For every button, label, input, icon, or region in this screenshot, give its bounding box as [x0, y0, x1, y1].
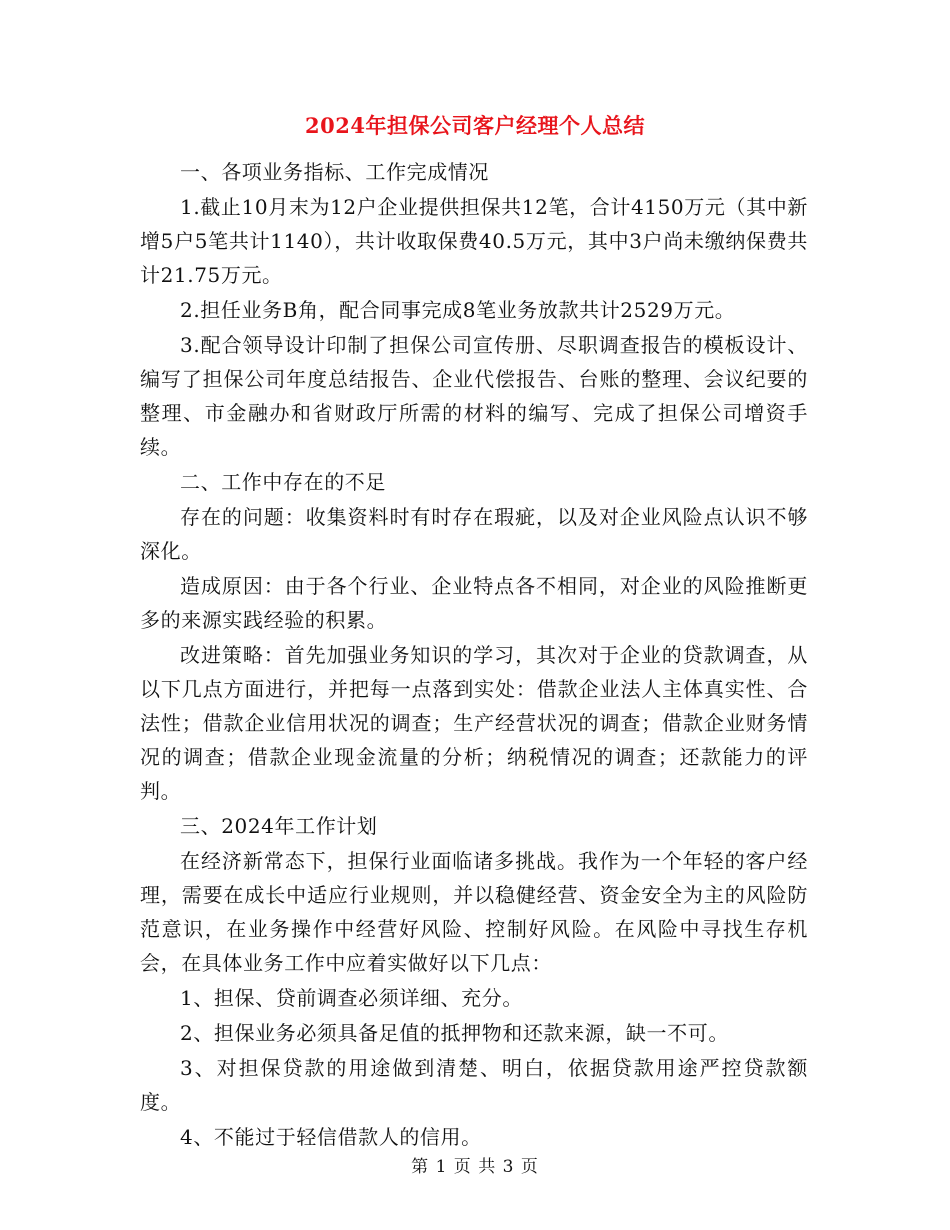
paragraph-item-1: 1.截止10月末为12户企业提供担保共12笔，合计4150万元（其中新增5户5笔共计1140），共计收取保费40.5万元，其中3户尚未缴纳保费共计21.75万元。 — [140, 195, 808, 287]
plan-item-3: 3、对担保贷款的用途做到清楚、明白，依据贷款用途严控贷款额度。 — [140, 1056, 808, 1114]
section-heading-2: 二、工作中存在的不足 — [180, 470, 386, 494]
section-heading-1: 一、各项业务指标、工作完成情况 — [180, 160, 489, 184]
paragraph-causes: 造成原因：由于各个行业、企业特点各不相同，对企业的风险推断更多的来源实践经验的积累。 — [140, 574, 808, 632]
section-heading-3: 三、2024年工作计划 — [180, 814, 378, 838]
paragraph-plan-intro: 在经济新常态下，担保行业面临诸多挑战。我作为一个年轻的客户经理，需要在成长中适应行业规则，并以稳健经营、资金安全为主的风险防范意识，在业务操作中经营好风险、控制好风险。在风险中寻找生存机会，在具体业务工作中应着实做好以下几点： — [140, 849, 808, 975]
paragraph-item-2: 2.担任业务B角，配合同事完成8笔业务放款共计2529万元。 — [180, 298, 736, 322]
document-title: 2024年担保公司客户经理个人总结 — [305, 113, 645, 138]
paragraph-problems: 存在的问题：收集资料时有时存在瑕疵，以及对企业风险点认识不够深化。 — [140, 505, 808, 563]
page-footer: 第 1 页 共 3 页 — [411, 1157, 539, 1177]
paragraph-item-3: 3.配合领导设计印制了担保公司宣传册、尽职调查报告的模板设计、编写了担保公司年度总结报告、企业代偿报告、台账的整理、会议纪要的整理、市金融办和省财政厅所需的材料的编写、完成了担保公司增资手续。 — [140, 333, 808, 459]
plan-item-2: 2、担保业务必须具备足值的抵押物和还款来源，缺一不可。 — [180, 1021, 729, 1045]
plan-item-4: 4、不能过于轻信借款人的信用。 — [180, 1125, 482, 1149]
paragraph-improvements: 改进策略：首先加强业务知识的学习，其次对于企业的贷款调查，从以下几点方面进行，并把每一点落到实处：借款企业法人主体真实性、合法性；借款企业信用状况的调查；生产经营状况的调查；借款企业财务情况的调查；借款企业现金流量的分析；纳税情况的调查；还款能力的评判。 — [140, 643, 808, 803]
plan-item-1: 1、担保、贷前调查必须详细、充分。 — [180, 986, 523, 1010]
document-body — [140, 155, 808, 1155]
